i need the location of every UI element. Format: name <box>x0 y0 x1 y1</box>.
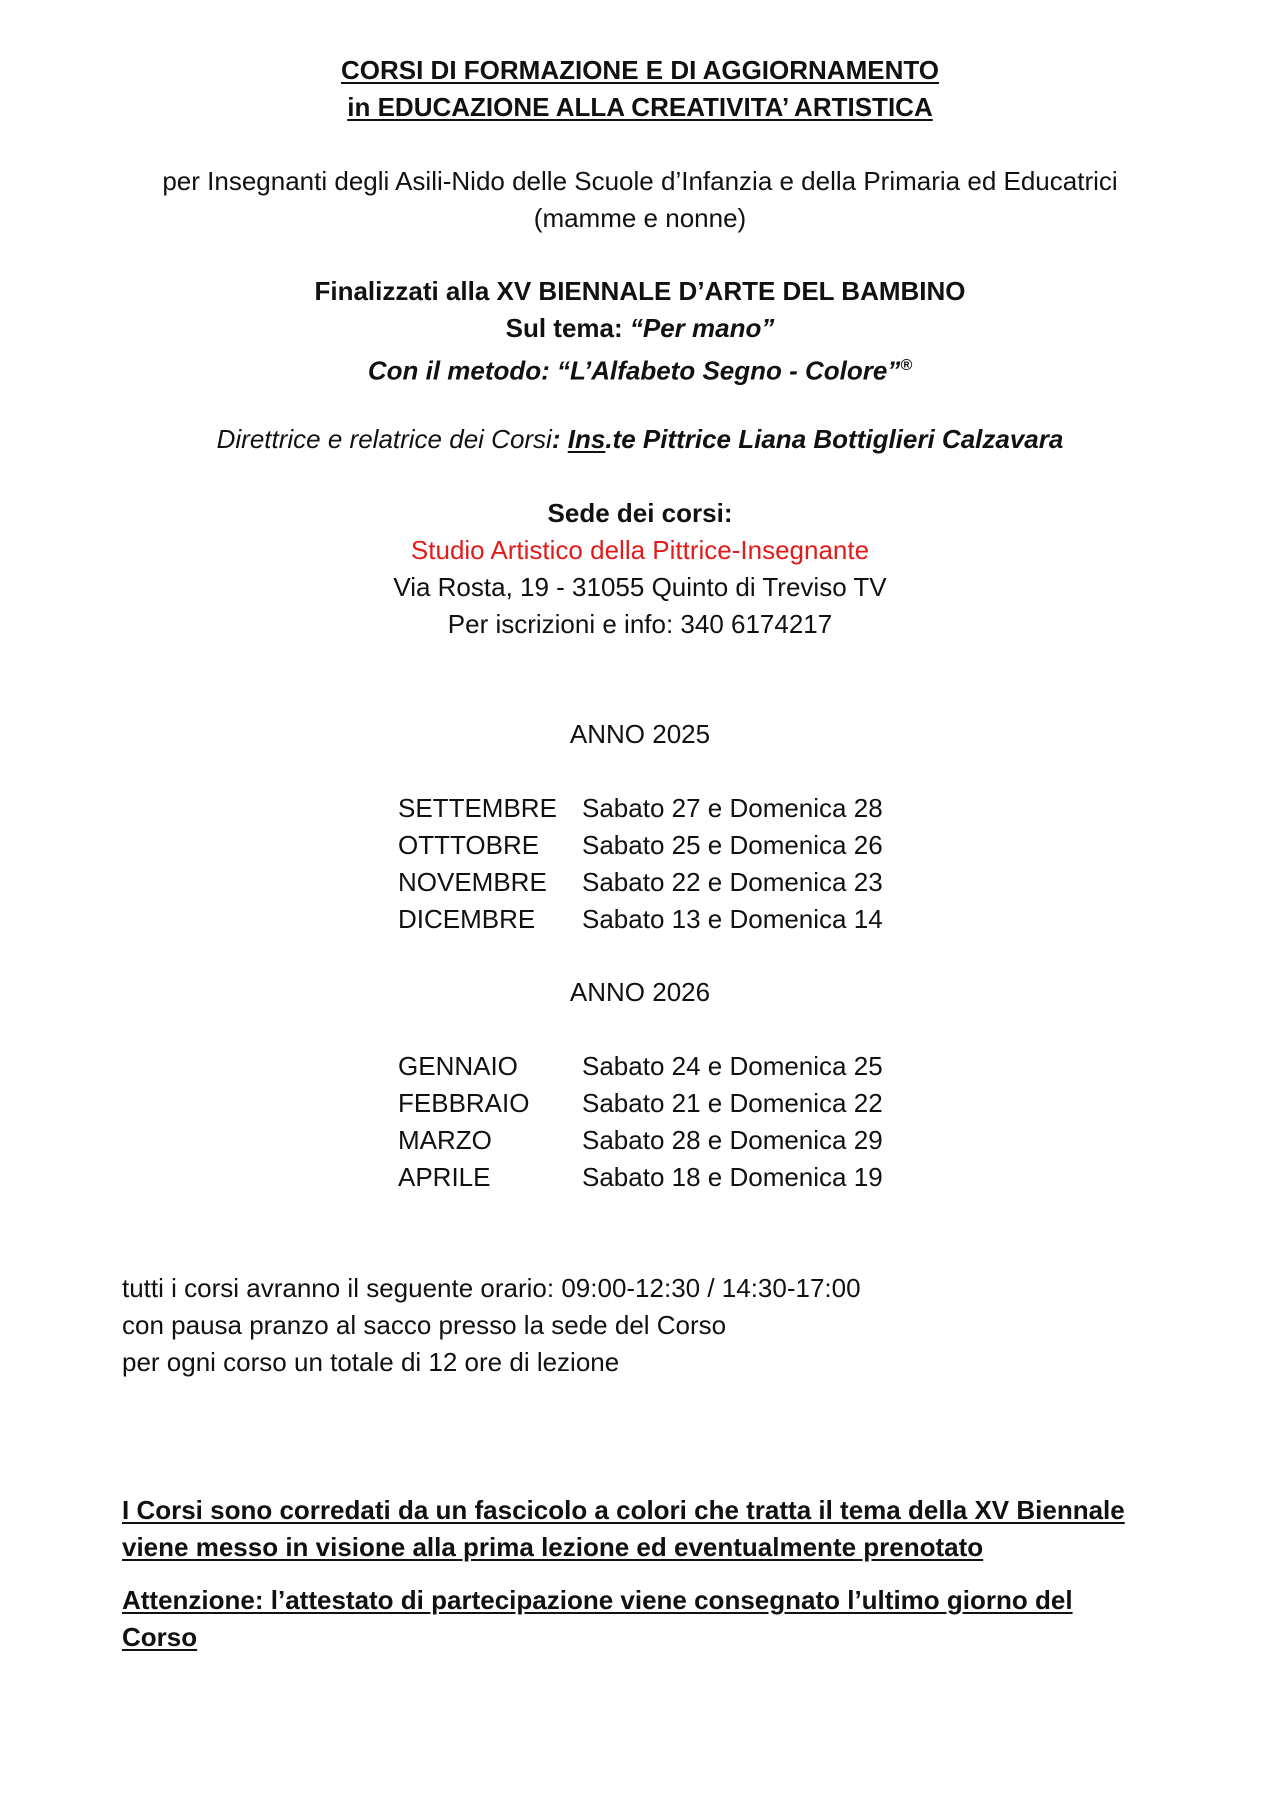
attention-line-2: Corso <box>122 1622 198 1652</box>
booklet-line-1: I Corsi sono corredati da un fascicolo a colori che tratta il tema della XV Biennale <box>122 1495 1125 1525</box>
schedule-month: SETTEMBRE <box>398 793 557 823</box>
attention-note <box>122 1582 1162 1656</box>
theme-value: “Per mano” <box>629 313 775 343</box>
schedule-row <box>398 827 918 864</box>
schedule-row <box>398 901 918 938</box>
theme-label: Sul tema: <box>505 313 630 343</box>
schedule-month: DICEMBRE <box>398 904 536 934</box>
title-line-1: CORSI DI FORMAZIONE E DI AGGIORNAMENTO <box>340 55 939 85</box>
purpose-block <box>0 273 1280 390</box>
schedule-days: Sabato 25 e Domenica 26 <box>582 830 883 860</box>
schedule-month: GENNAIO <box>398 1051 518 1081</box>
venue-address: Via Rosta, 19 - 31055 Quinto di Treviso TV <box>393 572 887 602</box>
schedule-month: FEBBRAIO <box>398 1088 530 1118</box>
audience-text <box>0 163 1280 237</box>
audience-line-2: (mamme e nonne) <box>533 203 747 233</box>
director-label: Direttrice e relatrice dei Corsi <box>216 424 552 454</box>
schedule-days: Sabato 27 e Domenica 28 <box>582 793 883 823</box>
theme-line <box>0 310 1280 347</box>
schedule-month: MARZO <box>398 1125 492 1155</box>
director-abbr: Ins <box>567 424 606 454</box>
schedule-days: Sabato 21 e Domenica 22 <box>582 1088 883 1118</box>
attention-line-1: Attenzione: l’attestato di partecipazione viene consegnato l’ultimo giorno del <box>122 1585 1073 1615</box>
hours-block <box>122 1270 1162 1381</box>
director-name: .te Pittrice Liana Bottiglieri Calzavara <box>605 424 1064 454</box>
hours-line-1: tutti i corsi avranno il seguente orario: 09:00-12:30 / 14:30-17:00 <box>122 1273 861 1303</box>
method-line <box>0 347 1280 390</box>
schedule-row <box>398 1159 918 1196</box>
biennale-line: Finalizzati alla XV BIENNALE D’ARTE DEL BAMBINO <box>314 276 966 306</box>
hours-line-2: con pausa pranzo al sacco presso la sede del Corso <box>122 1310 727 1340</box>
schedule-row <box>398 864 918 901</box>
method-text: Con il metodo: “L’Alfabeto Segno - Colore” <box>367 355 901 386</box>
booklet-line-2: viene messo in visione alla prima lezione ed eventualmente prenotato <box>122 1532 984 1562</box>
schedule-month: APRILE <box>398 1162 491 1192</box>
venue-heading: Sede dei corsi: <box>547 498 733 528</box>
director-colon: : <box>551 424 568 454</box>
schedule-days: Sabato 18 e Domenica 19 <box>582 1162 883 1192</box>
schedule-days: Sabato 13 e Domenica 14 <box>582 904 883 934</box>
audience-line-1: per Insegnanti degli Asili-Nido delle Scuole d’Infanzia e della Primaria ed Educatrici <box>162 166 1118 196</box>
schedule-row <box>398 1048 918 1085</box>
venue-contact: Per iscrizioni e info: 340 6174217 <box>447 609 833 639</box>
schedule-month: NOVEMBRE <box>398 867 547 897</box>
hours-line-3: per ogni corso un totale di 12 ore di lezione <box>122 1347 620 1377</box>
schedule-month: OTTTOBRE <box>398 830 540 860</box>
schedule-days: Sabato 22 e Domenica 23 <box>582 867 883 897</box>
title-line-2: in EDUCAZIONE ALLA CREATIVITA’ ARTISTICA <box>347 92 933 122</box>
document-title <box>0 52 1280 126</box>
schedule-days: Sabato 28 e Domenica 29 <box>582 1125 883 1155</box>
booklet-note <box>122 1492 1162 1566</box>
schedule-row <box>398 790 918 827</box>
schedule-row <box>398 1085 918 1122</box>
schedule-table-2026 <box>398 1048 918 1196</box>
schedule-year-2026: ANNO 2026 <box>569 977 711 1007</box>
director-line <box>0 421 1280 458</box>
schedule-table-2025 <box>398 790 918 938</box>
schedule-days: Sabato 24 e Domenica 25 <box>582 1051 883 1081</box>
venue-studio: Studio Artistico della Pittrice-Insegnante <box>410 535 870 565</box>
schedule-year-2025: ANNO 2025 <box>569 719 711 749</box>
schedule-row <box>398 1122 918 1159</box>
registered-mark: ® <box>900 357 913 374</box>
venue-block <box>0 495 1280 643</box>
